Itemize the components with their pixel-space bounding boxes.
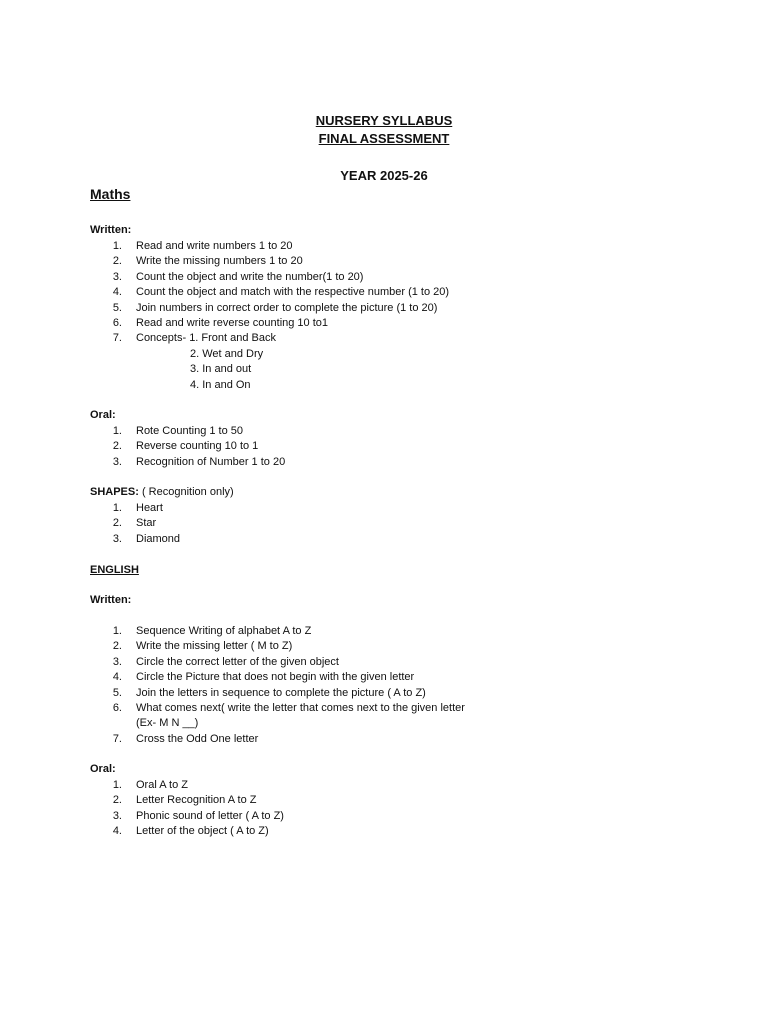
list-item: Oral A to Z	[136, 779, 188, 791]
shapes-label	[90, 485, 234, 499]
list-item: Sequence Writing of alphabet A to Z	[136, 625, 312, 637]
concept-sub-item: 2. Wet and Dry	[190, 348, 264, 360]
list-item-number: 2.	[112, 440, 122, 452]
maths-oral-label: Oral:	[90, 409, 116, 421]
list-item: Count the object and write the number(1 to 20)	[136, 271, 364, 283]
maths-written-label: Written:	[90, 224, 132, 236]
list-item-number: 4.	[112, 825, 122, 837]
list-item-number: 5.	[112, 302, 122, 314]
title-line-2: FINAL ASSESSMENT	[318, 131, 450, 146]
list-item-number: 5.	[112, 687, 122, 699]
list-item-number: 3.	[112, 810, 122, 822]
concept-sub-item: 4. In and On	[190, 379, 251, 391]
list-item: Star	[136, 517, 157, 529]
list-item: Join numbers in correct order to complete the picture (1 to 20)	[136, 302, 438, 314]
shapes-label-text: SHAPES:	[90, 486, 139, 498]
list-item: What comes next( write the letter that comes next to the given letter	[136, 702, 465, 714]
list-item-number: 2.	[112, 255, 122, 267]
list-item-number: 4.	[112, 286, 122, 298]
list-item-number: 4.	[112, 671, 122, 683]
list-item: Write the missing letter ( M to Z)	[136, 640, 293, 652]
concept-sub-item: 3. In and out	[190, 363, 252, 375]
list-item-number: 6.	[112, 702, 122, 714]
english-oral-label: Oral:	[90, 763, 116, 775]
list-item: Recognition of Number 1 to 20	[136, 456, 286, 468]
list-item: Letter of the object ( A to Z)	[136, 825, 269, 837]
list-item: Diamond	[136, 533, 181, 545]
list-item-continuation: (Ex- M N __)	[136, 717, 199, 729]
list-item: Cross the Odd One letter	[136, 733, 259, 745]
list-item: Circle the Picture that does not begin with the given letter	[136, 671, 415, 683]
list-item-number: 1.	[112, 779, 122, 791]
list-item-number: 1.	[112, 502, 122, 514]
list-item: Circle the correct letter of the given object	[136, 656, 339, 668]
list-item: Count the object and match with the respective number (1 to 20)	[136, 286, 450, 298]
list-item: Write the missing numbers 1 to 20	[136, 255, 303, 267]
shapes-note: ( Recognition only)	[138, 486, 234, 498]
list-item: Reverse counting 10 to 1	[136, 440, 259, 452]
year-heading: YEAR 2025-26	[340, 168, 428, 183]
list-item: Read and write numbers 1 to 20	[136, 240, 293, 252]
list-item-number: 1.	[112, 625, 122, 637]
list-item: Letter Recognition A to Z	[136, 794, 257, 806]
list-item-number: 1.	[112, 425, 122, 437]
list-item-number: 3.	[112, 271, 122, 283]
maths-heading: Maths	[90, 186, 131, 202]
list-item-number: 2.	[112, 517, 122, 529]
list-item: Concepts- 1. Front and Back	[136, 332, 277, 344]
list-item-number: 2.	[112, 640, 122, 652]
list-item-number: 7.	[112, 332, 122, 344]
list-item: Join the letters in sequence to complete the picture ( A to Z)	[136, 687, 426, 699]
list-item-number: 1.	[112, 240, 122, 252]
list-item-number: 7.	[112, 733, 122, 745]
title-line-1: NURSERY SYLLABUS	[315, 113, 453, 128]
list-item: Rote Counting 1 to 50	[136, 425, 244, 437]
list-item-number: 3.	[112, 456, 122, 468]
list-item-number: 3.	[112, 533, 122, 545]
list-item-number: 2.	[112, 794, 122, 806]
list-item-number: 3.	[112, 656, 122, 668]
list-item: Phonic sound of letter ( A to Z)	[136, 810, 284, 822]
list-item: Read and write reverse counting 10 to1	[136, 317, 329, 329]
english-heading: ENGLISH	[90, 564, 139, 576]
list-item: Heart	[136, 502, 163, 514]
list-item-number: 6.	[112, 317, 122, 329]
english-written-label: Written:	[90, 594, 132, 606]
